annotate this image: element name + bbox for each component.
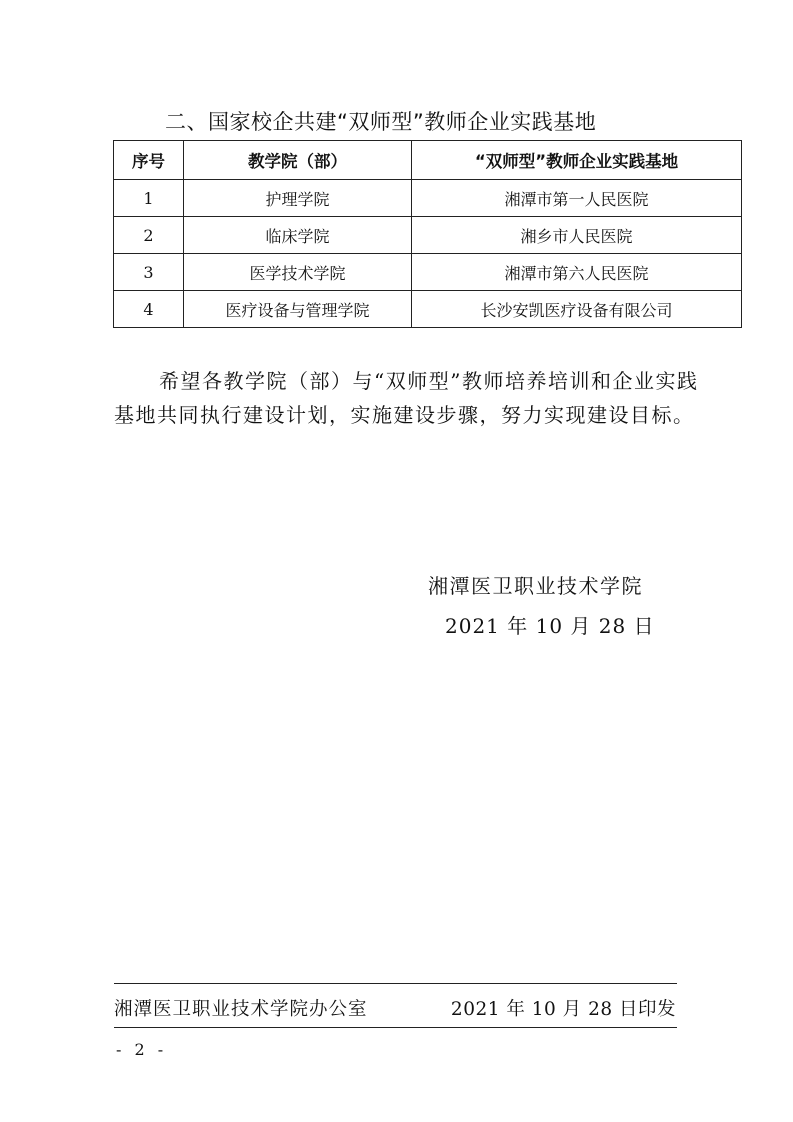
- cell-serial-number: 4: [114, 291, 184, 328]
- cell-department: 医学技术学院: [184, 254, 412, 291]
- footer-issue-date: 2021 年 10 月 28 日印发: [450, 999, 676, 1020]
- header-serial-number: 序号: [114, 141, 184, 180]
- table-row: [114, 254, 742, 291]
- footer-divider-top: [114, 983, 677, 984]
- cell-department: 医疗设备与管理学院: [184, 291, 412, 328]
- footer-issuing-office: 湘潭医卫职业技术学院办公室: [114, 999, 368, 1020]
- header-department: 教学院（部）: [184, 141, 412, 180]
- signature-date: 2021 年 10 月 28 日: [445, 614, 655, 638]
- table-row: [114, 180, 742, 217]
- footer-divider-bottom: [114, 1027, 677, 1028]
- practice-base-table: [113, 140, 742, 328]
- table-header-row: [114, 141, 742, 180]
- header-practice-base: “双师型”教师企业实践基地: [412, 141, 742, 180]
- cell-serial-number: 2: [114, 217, 184, 254]
- table-row: [114, 217, 742, 254]
- cell-department: 临床学院: [184, 217, 412, 254]
- body-paragraph-text: 希望各教学院（部）与“双师型”教师培养培训和企业实践基地共同执行建设计划，实施建设步骤，努力实现建设目标。: [114, 369, 699, 427]
- page-number: - 2 -: [116, 1040, 168, 1059]
- cell-practice-base: 长沙安凯医疗设备有限公司: [412, 291, 742, 328]
- cell-department: 护理学院: [184, 180, 412, 217]
- section-heading: 二、国家校企共建“双师型”教师企业实践基地: [165, 110, 597, 134]
- cell-practice-base: 湘潭市第一人民医院: [412, 180, 742, 217]
- signature-organization: 湘潭医卫职业技术学院: [428, 574, 643, 598]
- cell-practice-base: 湘潭市第六人民医院: [412, 254, 742, 291]
- table-row: [114, 291, 742, 328]
- body-paragraph: [114, 364, 704, 432]
- cell-serial-number: 3: [114, 254, 184, 291]
- cell-serial-number: 1: [114, 180, 184, 217]
- cell-practice-base: 湘乡市人民医院: [412, 217, 742, 254]
